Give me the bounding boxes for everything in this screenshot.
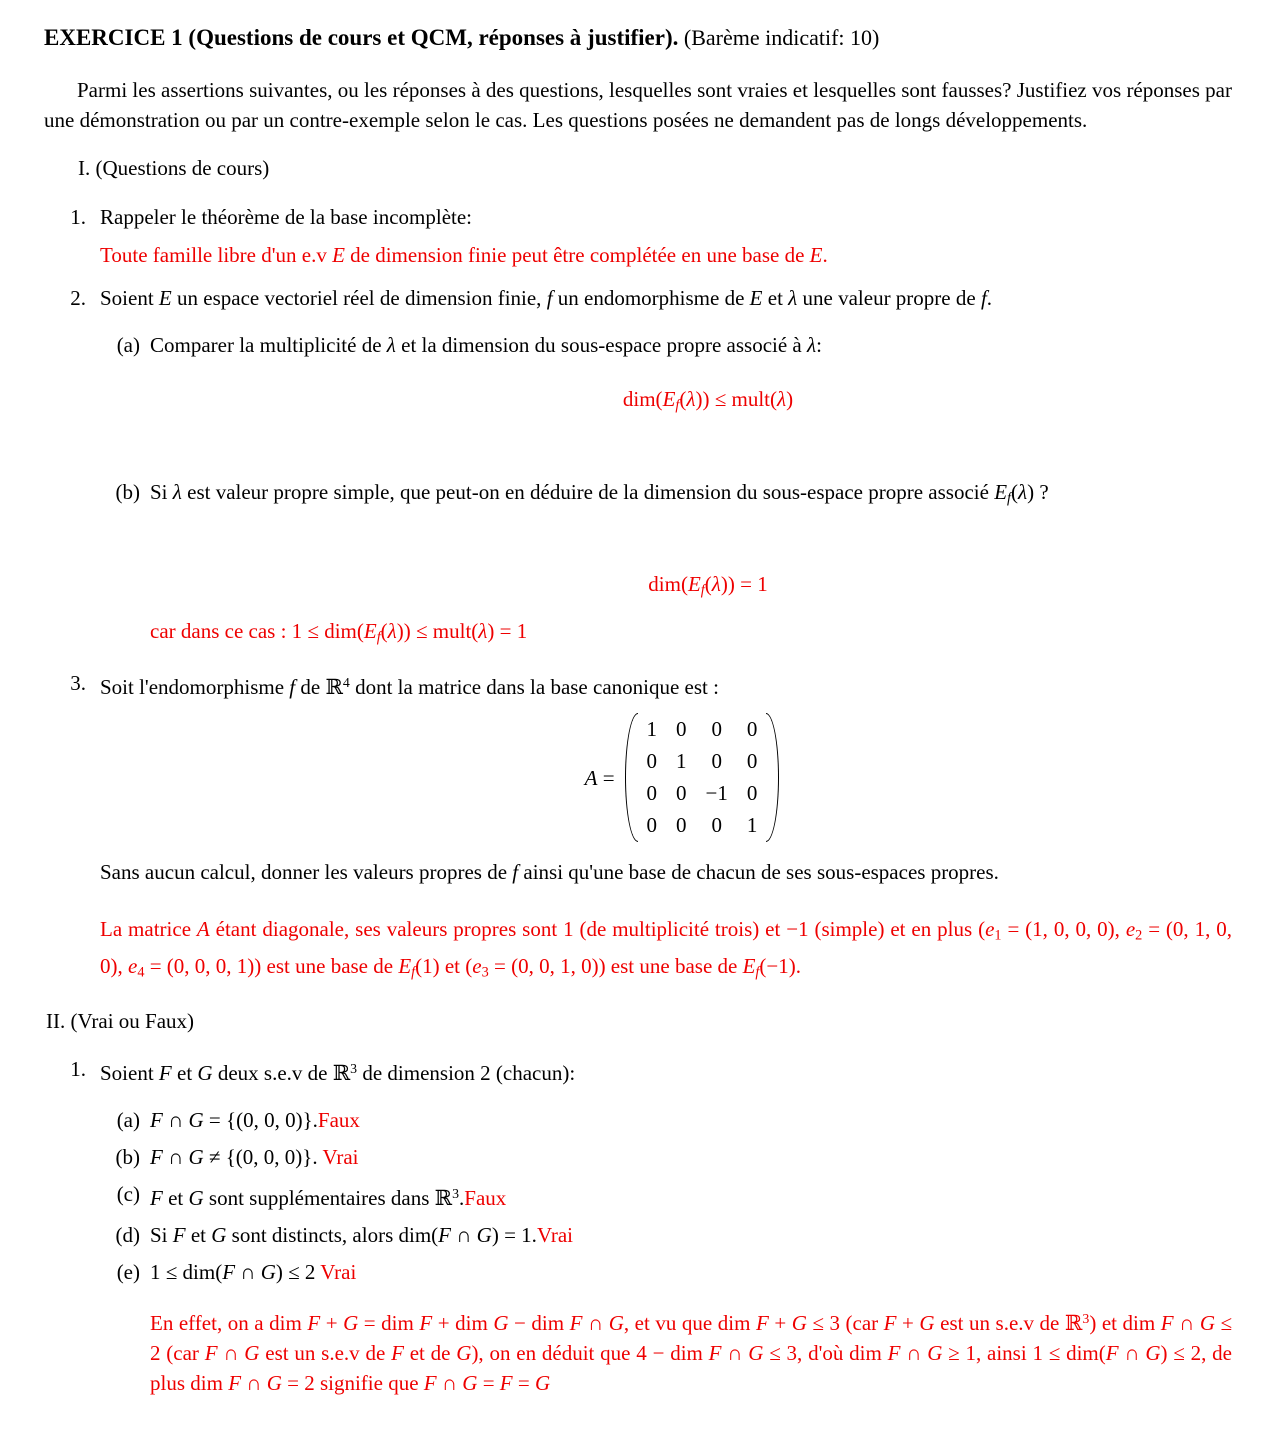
- matrix-cell: 0: [676, 813, 687, 838]
- question-2-text: Soient E un espace vectoriel réel de dimension finie, f un endomorphisme de E et λ une valeur propre de f.: [100, 286, 993, 310]
- question-1-text: Rappeler le théorème de la base incomplète:: [100, 205, 473, 229]
- vf-item-b-number: (b): [115, 1145, 140, 1170]
- question-1-number: 1.: [70, 205, 86, 229]
- vf-item-a-statement: F ∩ G = {(0, 0, 0)}.: [150, 1108, 318, 1133]
- matrix-grid: [640, 713, 765, 842]
- matrix-cell: 0: [746, 717, 758, 742]
- question-3-text: Soit l'endomorphisme f de ℝ$^4$ dont la matrice dans la base canonique est :: [100, 675, 719, 700]
- vf-question-1: [44, 1054, 1232, 1088]
- vf-item-e-statement: 1 ≤ dim(F ∩ G) ≤ 2: [150, 1260, 321, 1285]
- question-3-prompt: Sans aucun calcul, donner les valeurs propres de f ainsi qu'une base de chacun de ses sous-espaces propres.: [100, 860, 999, 885]
- question-2b-note: car dans ce cas : $1 \le dim(E_f(\lambda))$ ≤ mult(λ) = 1: [150, 618, 528, 646]
- vf-item-c-verdict: Faux: [464, 1186, 507, 1211]
- vf-item-e-verdict: Vrai: [320, 1260, 357, 1285]
- section-2-label: II. (Vrai ou Faux): [46, 1009, 195, 1034]
- vf-item-b-verdict: Vrai: [322, 1145, 359, 1170]
- exercise-title: EXERCICE 1 (Questions de cours et QCM, réponses à justifier).: [44, 25, 679, 50]
- matrix-cell: 0: [746, 781, 758, 806]
- question-3-number: 3.: [70, 671, 86, 696]
- matrix-right-paren: [766, 713, 779, 842]
- header-grading-note: (Barème indicatif: 10): [678, 25, 880, 50]
- matrix-lhs: A =: [584, 765, 615, 790]
- matrix-cell: 0: [711, 749, 722, 774]
- exercise-header: [44, 21, 1232, 55]
- question-1-answer: Toute famille libre d'un e.v E de dimension finie peut être complétée en une base de E.: [100, 243, 828, 267]
- matrix-cell: 0: [676, 717, 687, 742]
- vf-item-a-verdict: Faux: [317, 1108, 360, 1133]
- formula-dim-eq-1: $dim(E_f(\lambda)) = 1$: [648, 572, 768, 599]
- vf-item-c-statement: F et G sont supplémentaires dans ℝ$^3$.: [150, 1186, 465, 1211]
- matrix-cell: 0: [746, 749, 758, 774]
- matrix-cell: 0: [711, 813, 722, 838]
- question-2a-number: (a): [116, 333, 140, 357]
- question-1: [44, 202, 1232, 232]
- matrix-cell: 1: [646, 717, 658, 742]
- intro-paragraph: Parmi les assertions suivantes, ou les réponses à des questions, lesquelles sont vraies et lesquelles sont fausses? Justifiez vos réponses par une démonstration ou par un contre-exemple selon le cas. Les questions posées ne demandent pas de longs développements.: [44, 78, 1232, 132]
- question-2-number: 2.: [70, 286, 86, 310]
- question-2b-number: (b): [115, 479, 140, 504]
- matrix-cell: −1: [705, 781, 728, 806]
- vf-item-b: [44, 1142, 1232, 1172]
- matrix-cell: 0: [676, 781, 687, 806]
- question-2a-text: Comparer la multiplicité de λ et la dimension du sous-espace propre associé à λ:: [150, 333, 822, 357]
- matrix-cell: 1: [746, 813, 758, 838]
- vf-item-d: [44, 1220, 1232, 1250]
- matrix-left-paren: [625, 713, 638, 842]
- vf-question-1-text: Soient F et G deux s.e.v de ℝ$^3$ de dimension 2 (chacun):: [100, 1061, 576, 1086]
- question-2a: [44, 330, 1232, 360]
- matrix-cell: 0: [646, 749, 658, 774]
- vf-item-a: [44, 1105, 1232, 1135]
- vf-item-e-number: (e): [116, 1260, 140, 1285]
- vf-item-c-number: (c): [116, 1182, 140, 1207]
- question-2b-text: Si λ est valeur propre simple, que peut-on en déduire de la dimension du sous-espace propre associé $E_f(\lambda)$ ?: [150, 479, 1049, 507]
- vf-item-e: [44, 1257, 1232, 1287]
- question-2b: [44, 477, 1232, 514]
- question-3-answer: La matrice A étant diagonale, ses valeurs propres sont 1 (de multiplicité trois) et −1 (simple) et en plus ($e_1 = (1$, 0, 0, 0), $e_2 = (0$, 1, 0, 0), $e_4 = (0$, 0, 0, 1)) est une base de $E_f(1)$ et ($e_3 = (0$, 0, 1, 0)) est une base de $E_f(-1)$.: [100, 917, 1232, 981]
- matrix-equation: [44, 713, 1232, 842]
- question-2: [44, 283, 1232, 313]
- vf-item-c: [44, 1179, 1232, 1213]
- matrix-cell: 0: [646, 781, 658, 806]
- vf-question-1-number: 1.: [70, 1057, 86, 1082]
- vf-item-a-number: (a): [116, 1108, 140, 1133]
- formula-dim-leq-mult: $dim(E_f(\lambda))$ ≤ mult(λ): [622, 387, 794, 414]
- vf-item-b-statement: F ∩ G ≠ {(0, 0, 0)}.: [150, 1145, 323, 1170]
- matrix-cell: 0: [711, 717, 722, 742]
- matrix-cell: 0: [646, 813, 658, 838]
- vf-item-d-statement: Si F et G sont distincts, alors dim(F ∩ G) = 1.: [150, 1223, 537, 1248]
- vf-item-d-number: (d): [115, 1223, 140, 1248]
- matrix-cell: 1: [676, 749, 687, 774]
- vf-justification: En effet, on a dim F + G = dim F + dim G − dim F ∩ G, et vu que dim F + G ≤ 3 (car F + G est un s.e.v de ℝ$^3$) et dim F ∩ G ≤ 2 (car F ∩ G est un s.e.v de F et de G), on en déduit que 4 − dim F ∩ G ≤ 3, d'où dim F ∩ G ≥ 1, ainsi 1 ≤ dim(F ∩ G) ≤ 2, de plus dim F ∩ G = 2 signifie que F ∩ G = F = G: [150, 1311, 1233, 1396]
- vf-item-d-verdict: Vrai: [536, 1223, 573, 1248]
- section-1-label: I. (Questions de cours): [78, 156, 270, 180]
- question-3: [44, 668, 1232, 702]
